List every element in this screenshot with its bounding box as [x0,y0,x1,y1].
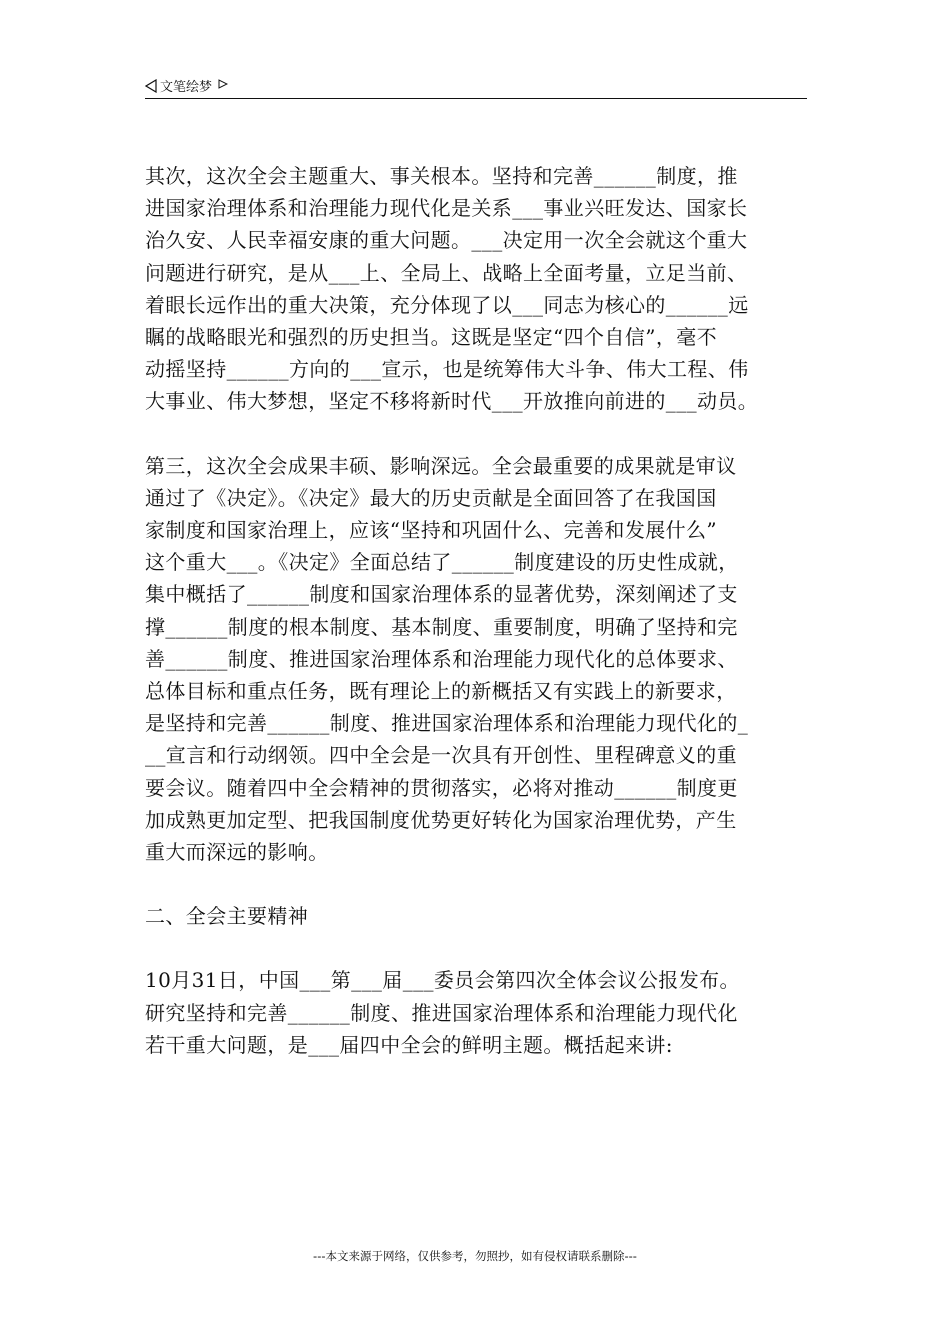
text-line: 第三，这次全会成果丰硕、影响深远。全会最重要的成果就是审议 [145,453,737,478]
paragraph-second-point [145,160,810,418]
page-header [145,76,807,99]
text-line: 善______制度、推进国家治理体系和治理能力现代化的总体要求、 [145,646,738,671]
text-line: 瞩的战略眼光和强烈的历史担当。这既是坚定“四个自信”，毫不 [145,325,718,350]
triangle-left-outline-icon [145,79,157,93]
triangle-right-outline-icon [218,79,228,89]
text-line: 着眼长远作出的重大决策，充分体现了以___同志为核心的______远 [145,292,749,317]
paragraph-third-point [145,450,810,869]
section-heading [145,900,810,932]
header-brand-text: 文笔绘梦 [160,80,213,95]
text-line: 问题进行研究，是从___上、全局上、战略上全面考量，立足当前、 [145,260,748,285]
text-line: 加成熟更加定型、把我国制度优势更好转化为国家治理优势，产生 [145,807,737,832]
text-line: 这个重大___。《决定》全面总结了______制度建设的历史性成就， [145,550,739,575]
text-line: 动摇坚持______方向的___宣示，也是统筹伟大斗争、伟大工程、伟 [145,357,749,382]
text-line: 撑______制度的根本制度、基本制度、重要制度，明确了坚持和完 [145,614,738,639]
text-line: 是坚持和完善______制度、推进国家治理体系和治理能力现代化的_ [145,711,749,736]
text-line: 通过了《决定》。《决定》最大的历史贡献是全面回答了在我国国 [145,485,717,510]
text-line: 治久安、人民幸福安康的重大问题。___决定用一次全会就这个重大 [145,228,748,253]
text-line: __宣言和行动纲领。四中全会是一次具有开创性、里程碑意义的重 [145,743,737,768]
text-line: 家制度和国家治理上，应该“坚持和巩固什么、完善和发展什么” [145,518,718,543]
text-line: 总体目标和重点任务，既有理论上的新概括又有实践上的新要求， [145,679,737,704]
text-line: 重大而深远的影响。 [145,840,329,865]
text-line: 要会议。随着四中全会精神的贯彻落实，必将对推动______制度更 [145,775,738,800]
document-body [145,160,810,1061]
text-line: 10月31日，中国___第___届___委员会第四次全体会议公报发布。 [145,968,740,993]
text-line: 其次，这次全会主题重大、事关根本。坚持和完善______制度，推 [145,164,738,188]
text-line: 研究坚持和完善______制度、推进国家治理体系和治理能力现代化 [145,1000,738,1025]
text-line: 大事业、伟大梦想，坚定不移将新时代___开放推向前进的___动员。 [145,389,759,414]
paragraph-communique [145,964,810,1061]
header-brand [145,76,228,95]
footer-disclaimer: ---本文来源于网络，仅供参考，勿照抄，如有侵权请联系删除--- [313,1249,637,1263]
section-heading-text: 二、全会主要精神 [145,904,309,929]
text-line: 进国家治理体系和治理能力现代化是关系___事业兴旺发达、国家长 [145,196,748,221]
text-line: 集中概括了______制度和国家治理体系的显著优势，深刻阐述了支 [145,582,738,607]
text-line: 若干重大问题，是___届四中全会的鲜明主题。概括起来讲: [145,1032,673,1057]
